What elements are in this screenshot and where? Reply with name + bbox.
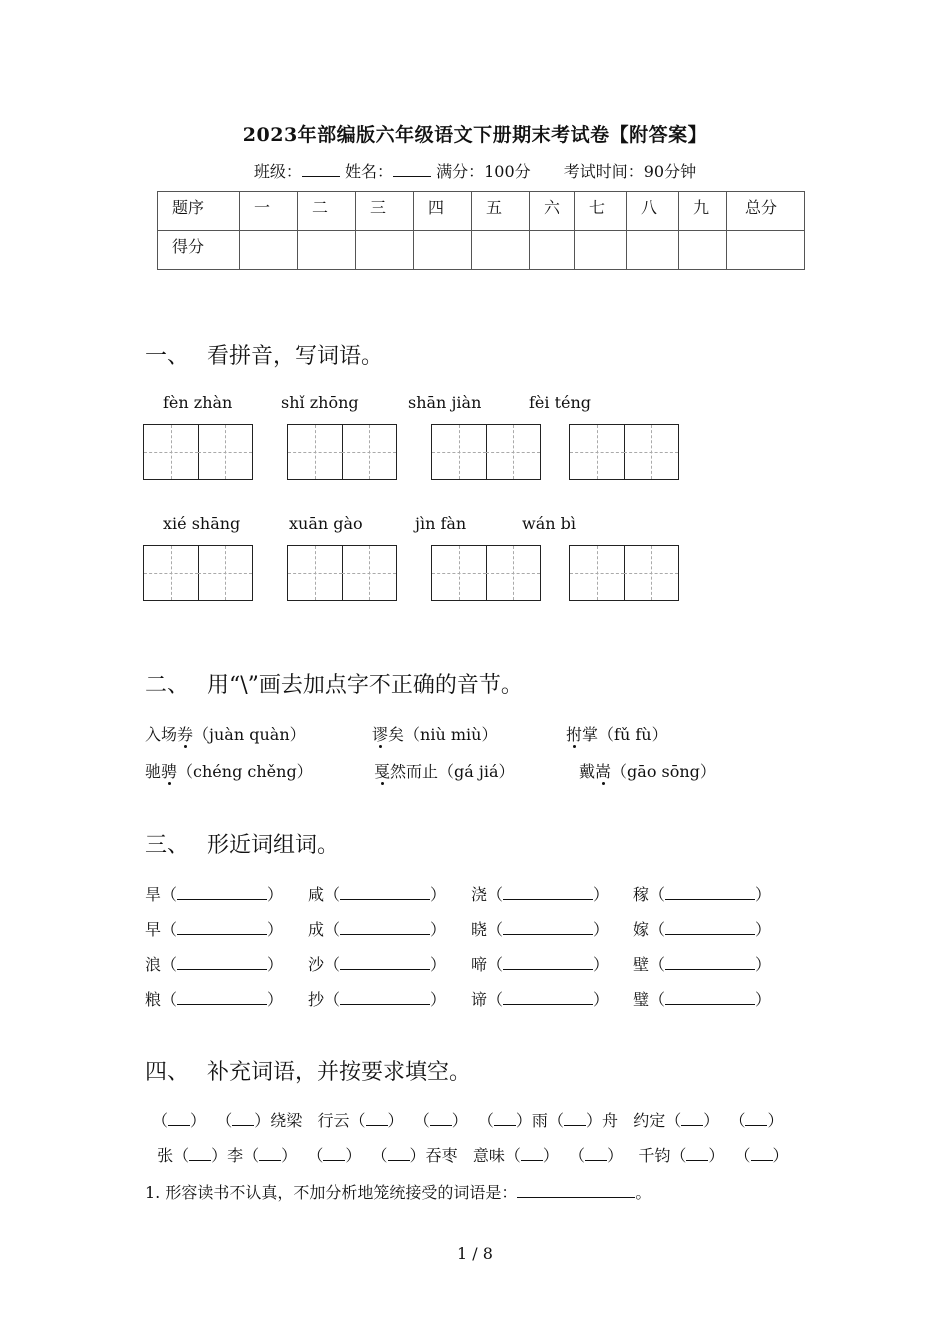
score-cell: 一 [240,192,298,231]
score-input-cell[interactable] [240,231,298,270]
idiom-blank[interactable] [189,1148,211,1161]
pinyin-options[interactable]: （juàn quàn） [193,725,306,744]
section2-heading [145,668,523,699]
answer-blank[interactable] [340,920,430,935]
character: 稼 [633,885,650,904]
answer-blank[interactable] [503,990,593,1005]
score-cell: 三 [356,192,414,231]
dotted-char: 骋 [161,762,178,781]
full-score: 满分：100分 [436,162,531,181]
character: 成 [308,920,325,939]
writing-grid[interactable] [569,545,679,601]
section4-number: 四、 [145,1060,190,1085]
score-cell: 七 [575,192,627,231]
dotted-char: 谬 [372,725,389,744]
section1-number: 一、 [145,344,190,369]
score-cell: 五 [472,192,530,231]
answer-blank[interactable] [340,990,430,1005]
character: 粮 [145,990,162,1009]
score-cell: 总分 [727,192,805,231]
pronunciation-item [566,722,668,745]
dotted-char: 拊 [566,725,583,744]
score-input-cell[interactable] [727,231,805,270]
pinyin-label: fèi téng [529,393,592,412]
pinyin-label: wán bì [522,514,576,533]
pinyin-label: shǐ zhōng [281,393,359,412]
idiom-part: 意味 [472,1146,505,1165]
class-blank[interactable] [302,162,340,177]
word-part: 驰 [145,762,162,781]
pronunciation-item [579,759,716,782]
idiom-blank[interactable] [494,1113,516,1126]
idiom-part: 舟 [601,1111,618,1130]
word-group-item: 嫁（ ） [633,920,772,939]
answer-blank[interactable] [503,955,593,970]
answer-blank[interactable] [177,955,267,970]
word-part: 戴 [579,762,596,781]
score-input-cell[interactable] [356,231,414,270]
word-group-item: 沙（ ） [308,955,447,974]
idiom-part: 绕梁 [270,1111,303,1130]
page-number: 1 / 8 [457,1244,493,1263]
answer-blank[interactable] [177,885,267,900]
idiom-blank[interactable] [585,1148,607,1161]
dotted-char: 券 [177,725,194,744]
writing-grid[interactable] [143,545,253,601]
dotted-char: 嵩 [595,762,612,781]
answer-blank[interactable] [517,1183,635,1198]
idiom-part: 千钧 [638,1146,671,1165]
score-input-cell[interactable] [575,231,627,270]
score-table [157,191,805,270]
score-cell: 六 [530,192,575,231]
score-input-cell[interactable] [472,231,530,270]
page-title: 2023年部编版六年级语文下册期末考试卷【附答案】 [242,124,708,146]
writing-grid[interactable] [569,424,679,480]
pronunciation-item [145,759,313,782]
question-1: 1. 形容读书不认真，不加分析地笼统接受的词语是： 。 [145,1183,652,1202]
pinyin-options[interactable]: （gāo sōng） [611,762,716,781]
class-label: 班级： [253,162,302,181]
pinyin-label: jìn fàn [415,514,467,533]
idiom-line-1: （ ） （ ）绕梁 行云（ ） （ ） （ ）雨（ ）舟 约定（ ） （ ） [152,1111,784,1130]
idiom-part: 行云 [317,1111,350,1130]
word-group-item: 稼（ ） [633,885,772,904]
word-group-item: 壁（ ） [633,955,772,974]
word-group-item: 浪（ ） [145,955,284,974]
score-input-cell[interactable] [627,231,679,270]
word-group-item: 粮（ ） [145,990,284,1009]
character: 沙 [308,955,325,974]
character: 晓 [471,920,488,939]
pronunciation-item [145,722,306,745]
pinyin-label: xié shāng [163,514,241,533]
idiom-blank[interactable] [745,1113,767,1126]
score-cell: 八 [627,192,679,231]
character: 早 [145,920,162,939]
word-group-item: 晓（ ） [471,920,610,939]
section4-title: 补充词语，并按要求填空。 [207,1060,472,1085]
character: 璧 [633,990,650,1009]
answer-blank[interactable] [340,885,430,900]
character: 咸 [308,885,325,904]
idiom-line-2: 张（ ）李（ ） （ ） （ ）吞枣 意味（ ） （ ） 千钧（ ） （ ） [157,1146,789,1165]
dotted-char: 戛 [374,762,391,781]
idiom-blank[interactable] [686,1148,708,1161]
character: 抄 [308,990,325,1009]
score-cell: 九 [679,192,727,231]
idiom-blank[interactable] [232,1113,254,1126]
idiom-blank[interactable] [323,1148,345,1161]
section2-title: 用“\”画去加点字不正确的音节。 [207,673,523,698]
writing-grid[interactable] [431,424,541,480]
answer-blank[interactable] [665,955,755,970]
word-group-item: 啼（ ） [471,955,610,974]
character: 旱 [145,885,162,904]
writing-grid[interactable] [143,424,253,480]
word-group-item: 旱（ ） [145,885,284,904]
idiom-blank[interactable] [168,1113,190,1126]
character: 嫁 [633,920,650,939]
pinyin-label: xuān gào [289,514,363,533]
writing-grid[interactable] [287,424,397,480]
idiom-blank[interactable] [521,1148,543,1161]
pinyin-label: fèn zhàn [163,393,233,412]
answer-blank[interactable] [665,885,755,900]
section3-title: 形近词组词。 [207,833,340,858]
section3-heading [145,828,339,859]
section2-number: 二、 [145,673,190,698]
character: 浪 [145,955,162,974]
pronunciation-item [372,722,497,745]
idiom-part: 张 [157,1146,174,1165]
word-part: 入场 [145,725,178,744]
pinyin-options[interactable]: （chéng chěng） [177,762,313,781]
score-input-cell[interactable] [414,231,472,270]
pinyin-options[interactable]: （gá jiá） [438,762,515,781]
idiom-blank[interactable] [564,1113,586,1126]
idiom-part: 吞枣 [425,1146,458,1165]
name-blank[interactable] [393,162,431,177]
idiom-blank[interactable] [681,1113,703,1126]
exam-info [0,159,950,182]
section4-heading [145,1055,471,1086]
word-part: 然而止 [390,762,439,781]
question-1-text: 1. 形容读书不认真，不加分析地笼统接受的词语是： [145,1183,518,1202]
score-table-header-row [158,192,805,231]
idiom-part: 雨 [531,1111,548,1130]
answer-blank[interactable] [665,990,755,1005]
score-table-score-row [158,231,805,270]
idiom-blank[interactable] [388,1148,410,1161]
character: 浇 [471,885,488,904]
word-group-item: 早（ ） [145,920,284,939]
word-part: 矣 [388,725,405,744]
character: 壁 [633,955,650,974]
idiom-blank[interactable] [259,1148,281,1161]
section3-number: 三、 [145,833,190,858]
answer-blank[interactable] [665,920,755,935]
exam-time: 考试时间：90分钟 [563,162,697,181]
writing-grid[interactable] [287,545,397,601]
score-cell: 四 [414,192,472,231]
idiom-blank[interactable] [430,1113,452,1126]
idiom-part: 约定 [633,1111,666,1130]
word-group-item: 浇（ ） [471,885,610,904]
answer-blank[interactable] [503,920,593,935]
idiom-blank[interactable] [366,1113,388,1126]
section1-title: 看拼音，写词语。 [207,344,384,369]
pinyin-label: shān jiàn [408,393,482,412]
character: 啼 [471,955,488,974]
score-row-label: 得分 [158,231,240,270]
score-input-cell[interactable] [298,231,356,270]
score-input-cell[interactable] [679,231,727,270]
score-input-cell[interactable] [530,231,575,270]
word-group-item: 抄（ ） [308,990,447,1009]
character: 谛 [471,990,488,1009]
score-cell: 二 [298,192,356,231]
section1-heading [145,339,383,370]
name-label: 姓名： [344,162,393,181]
score-cell: 题序 [158,192,240,231]
idiom-blank[interactable] [751,1148,773,1161]
word-group-item: 咸（ ） [308,885,447,904]
word-part: 掌 [582,725,599,744]
answer-blank[interactable] [340,955,430,970]
idiom-part: 李 [227,1146,244,1165]
word-group-item: 谛（ ） [471,990,610,1009]
answer-blank[interactable] [503,885,593,900]
writing-grid[interactable] [431,545,541,601]
word-group-item: 成（ ） [308,920,447,939]
pinyin-options[interactable]: （fǔ fù） [598,725,668,744]
word-group-item: 璧（ ） [633,990,772,1009]
answer-blank[interactable] [177,990,267,1005]
pinyin-options[interactable]: （niù miù） [404,725,498,744]
answer-blank[interactable] [177,920,267,935]
pronunciation-item [374,759,515,782]
